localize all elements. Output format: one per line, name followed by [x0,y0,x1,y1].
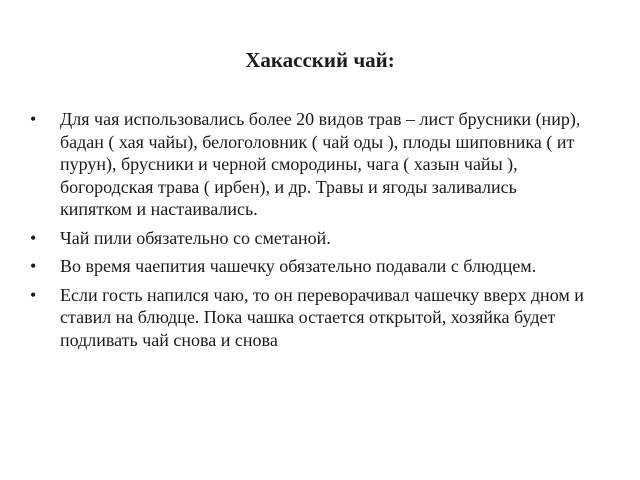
bullet-list [30,108,590,357]
bullet-text: Для чая использовались более 20 видов трав – лист брусники (нир), бадан ( хая чайы), белоголовник ( чай оды ), плоды шиповника ( ит пурун), брусники и черной смородины, чага ( хазын чайы ), богородская трава ( ирбен), и др. Травы и ягоды заливались кипятком и настаивались. [60,109,581,219]
bullet-dot-icon: • [30,256,37,276]
bullet-dot-icon: • [30,109,37,129]
bullet-text: Во время чаепития чашечку обязательно подавали с блюдцем. [60,256,537,276]
bullet-item [30,108,590,221]
bullet-dot-icon: • [30,227,37,248]
bullet-item [30,284,590,352]
bullet-item [30,255,590,278]
bullet-text: Чай пили обязательно со сметаной. [60,227,331,248]
bullet-item [30,227,590,250]
bullet-dot-icon: • [30,284,37,305]
bullet-text: Если гость напился чаю, то он переворачивал чашечку вверх дном и ставил на блюдце. Пока чашка остается открытой, хозяйка будет подливать чай снова и снова [60,284,584,350]
slide-title: Хакасский чай: [245,48,395,72]
